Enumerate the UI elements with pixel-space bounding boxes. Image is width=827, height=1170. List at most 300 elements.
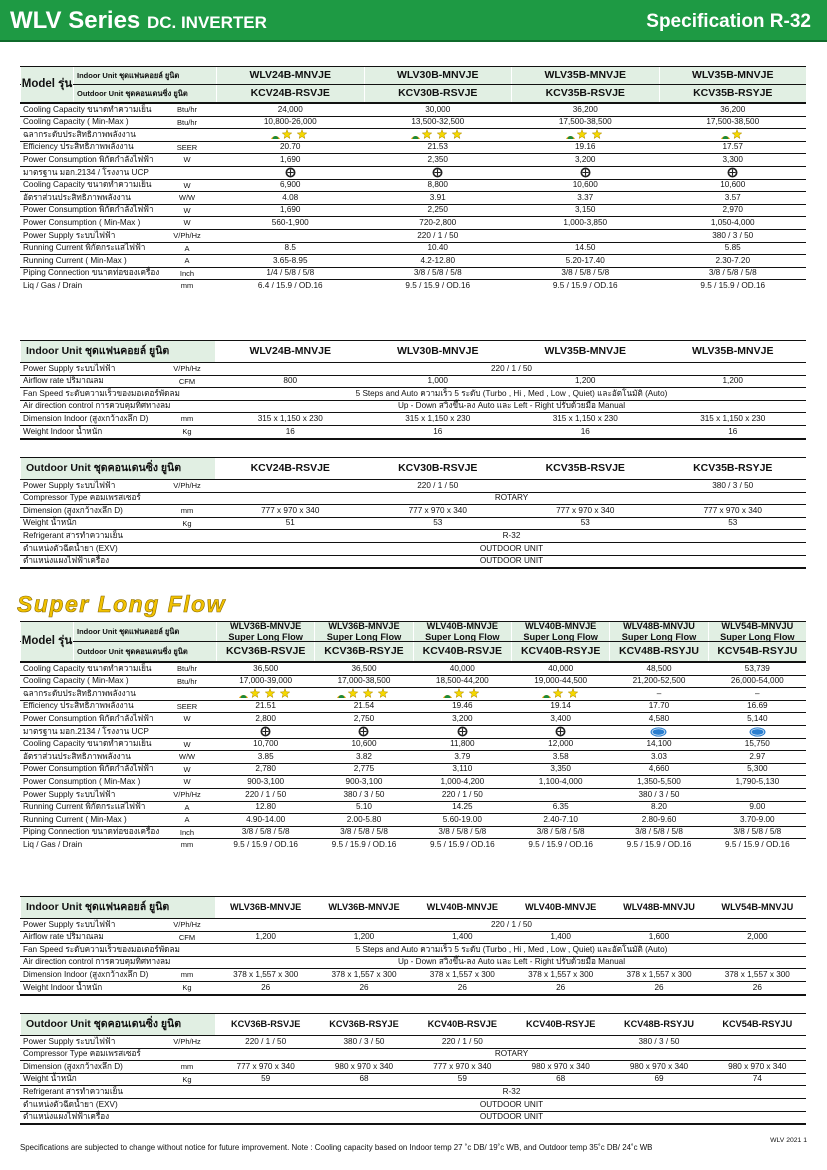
value-cell: 2,780: [255, 764, 276, 774]
indoor-model-name: [512, 622, 609, 641]
spec-row: [20, 982, 806, 994]
value-cell: 3.37: [577, 192, 594, 202]
indoor-model-code: WLV48B-MNVJU: [623, 620, 695, 631]
value-cell: 53: [433, 518, 443, 528]
row-unit: W: [183, 764, 191, 774]
model-name: KCV30B-RSVJE: [398, 462, 478, 475]
spec-row: [20, 1049, 806, 1061]
spec-row: [20, 713, 806, 725]
row-label: Running Current ( Min-Max ): [23, 255, 127, 265]
value-cell: 220 / 1 / 50: [491, 363, 532, 373]
value-cell: 5,140: [747, 714, 768, 724]
value-cell: 24,000: [277, 104, 303, 114]
spec-row: [20, 167, 806, 179]
value-cell: 560-1,900: [271, 218, 309, 228]
row-label: ตำแหน่งแผงไฟฟ้าเครื่อง: [23, 556, 110, 566]
spec-row: [20, 676, 806, 688]
outdoor-unit-label: Outdoor Unit ชุดคอนเดนซิ่ง ยูนิต: [74, 642, 216, 661]
value-cell: 380 / 3 / 50: [712, 480, 754, 490]
value-cell: 5 Steps and Auto ความเร็ว 5 ระดับ (Turbo , Hi , Med , Low , Quiet) และอัตโนมัติ (Auto): [355, 944, 668, 954]
spec-row: [20, 1036, 806, 1048]
value-cell: 21.51: [255, 701, 276, 711]
value-cell: –: [755, 688, 760, 698]
unit-section-title: Indoor Unit ชุดแฟนคอยล์ ยูนิต: [21, 341, 215, 362]
unit-header-row: [20, 341, 806, 362]
row-unit: SEER: [176, 142, 198, 152]
model-name: WLV24B-MNVJE: [249, 345, 331, 358]
value-cell: [660, 129, 807, 141]
value-cell: 3,200: [452, 714, 473, 724]
value-cell: 378 x 1,557 x 300: [528, 970, 594, 980]
spec-row: [20, 827, 806, 839]
value-cell: 380 / 3 / 50: [638, 789, 680, 799]
value-cell: 2,350: [427, 155, 448, 165]
model-name: KCV48B-RSYJU: [624, 1019, 694, 1030]
value-cell: 220 / 1 / 50: [245, 1036, 287, 1046]
value-cell: 2,775: [353, 764, 375, 774]
energy-label-2-star-icon: [442, 688, 482, 699]
indoor-unit-label: Indoor Unit ชุดแฟนคอยล์ ยูนิต: [74, 622, 216, 641]
row-unit: Btu/hr: [176, 676, 197, 686]
tis-standard-mark-icon: [432, 167, 443, 178]
value-cell: 315 x 1,150 x 230: [257, 414, 323, 424]
value-cell: 12,000: [548, 739, 574, 749]
value-cell: 1,690: [280, 155, 301, 165]
model-label: Model รุ่น: [21, 67, 73, 102]
value-cell: 3,110: [452, 764, 473, 774]
model-name: WLV48B-MNVJU: [623, 902, 695, 913]
row-unit: V/Ph/Hz: [173, 1037, 201, 1047]
value-cell: OUTDOOR UNIT: [479, 556, 544, 566]
value-cell: 10,600: [720, 180, 746, 190]
indoor-model-name: WLV24B-MNVJE: [217, 67, 364, 84]
tis-standard-mark-icon: [555, 726, 566, 737]
row-label: ฉลากระดับประสิทธิภาพพลังงาน: [23, 129, 136, 139]
value-cell: 5.10: [356, 802, 372, 812]
row-unit: mm: [180, 281, 194, 291]
value-cell: [315, 688, 412, 700]
row-unit: W: [183, 739, 191, 749]
value-cell: 2,750: [353, 714, 375, 724]
row-unit: mm: [180, 840, 194, 850]
value-cell: 53,739: [744, 663, 770, 673]
model-name: WLV36B-MNVJE: [328, 902, 400, 913]
row-unit: Inch: [179, 827, 195, 837]
row-unit: W: [183, 714, 191, 724]
value-cell: 378 x 1,557 x 300: [429, 970, 495, 980]
model-name: WLV30B-MNVJE: [397, 345, 479, 358]
value-cell: 16.69: [747, 701, 768, 711]
spec-row: [20, 543, 806, 555]
value-cell: 21.54: [353, 701, 375, 711]
model-series-tag: Super Long Flow: [621, 631, 697, 642]
row-unit: W: [183, 180, 191, 190]
spec-row: [20, 268, 806, 280]
indoor-unit-table-standard: [20, 340, 806, 440]
energy-label-2-star-icon: [270, 129, 310, 140]
value-cell: –: [656, 688, 662, 698]
value-cell: 1,790-5,130: [735, 777, 780, 787]
outdoor-model-name: KCV40B-RSYJE: [512, 642, 609, 661]
value-cell: 777 x 970 x 340: [433, 1061, 492, 1071]
value-cell: 14,100: [646, 739, 672, 749]
outdoor-model-name: KCV35B-RSYJE: [660, 85, 807, 102]
row-label: Piping Connection ขนาดท่อของเครื่อง: [23, 827, 160, 837]
value-cell: 3.03: [651, 751, 667, 761]
indoor-model-code: WLV36B-MNVJE: [328, 620, 400, 631]
model-name: WLV54B-MNVJU: [721, 902, 794, 913]
model-series-tag: Super Long Flow: [720, 631, 795, 642]
row-label: Cooling Capacity ( Min-Max ): [23, 117, 129, 127]
value-cell: [512, 726, 609, 738]
model-name: KCV24B-RSVJE: [250, 462, 330, 475]
value-cell: 8,800: [427, 180, 448, 190]
outdoor-model-name: KCV24B-RSVJE: [217, 85, 364, 102]
value-cell: 9.5 / 15.9 / OD.16: [331, 840, 397, 850]
spec-row: [20, 802, 806, 814]
value-cell: 10.40: [427, 243, 448, 253]
value-cell: 36,200: [720, 104, 746, 114]
value-cell: 777 x 970 x 340: [236, 1061, 295, 1071]
row-label: Dimension (สูงxกว้างxลึก D): [23, 505, 123, 515]
unit-section-title: Outdoor Unit ชุดคอนเดนซิ่ง ยูนิต: [21, 458, 215, 479]
row-unit: Kg: [182, 1074, 192, 1084]
value-cell: 315 x 1,150 x 230: [700, 414, 766, 424]
row-label: Cooling Capacity ขนาดทำความเย็น: [23, 663, 152, 673]
row-label: Efficiency ประสิทธิภาพพลังงาน: [23, 142, 134, 152]
row-label: Power Supply ระบบไฟฟ้า: [23, 789, 116, 799]
value-cell: [217, 129, 364, 141]
tis-standard-mark-icon: [727, 167, 738, 178]
value-cell: 48,500: [646, 663, 672, 673]
row-unit: V/Ph/Hz: [173, 231, 201, 241]
value-cell: 6,900: [280, 180, 301, 190]
row-label: Liq / Gas / Drain: [23, 281, 83, 291]
spec-row: [20, 388, 806, 400]
value-cell: 3.85: [257, 751, 274, 761]
model-row-outdoor: [20, 642, 806, 661]
row-label: Power Consumption พิกัดกำลังไฟฟ้า: [23, 764, 154, 774]
value-cell: 30,000: [425, 104, 451, 114]
row-unit: [159, 1049, 215, 1061]
model-name: WLV40B-MNVJE: [426, 902, 498, 913]
value-cell: 2.30-7.20: [715, 255, 751, 265]
indoor-model-code: WLV40B-MNVJE: [426, 620, 498, 631]
value-cell: 16: [580, 426, 590, 436]
row-unit: A: [184, 802, 190, 812]
value-cell: 9.5 / 15.9 / OD.16: [430, 840, 495, 850]
value-cell: 26: [261, 982, 271, 992]
value-cell: 380 / 3 / 50: [712, 230, 754, 240]
row-unit: A: [184, 815, 190, 825]
value-cell: 9.5 / 15.9 / OD.16: [405, 281, 471, 291]
value-cell: [365, 129, 512, 141]
value-cell: 980 x 970 x 340: [629, 1061, 689, 1071]
value-cell: 19.46: [452, 701, 473, 711]
value-cell: 16: [285, 426, 295, 436]
row-label: Weight Indoor น้ำหนัก: [23, 426, 103, 436]
tis-standard-mark-icon: [580, 167, 591, 178]
value-cell: 378 x 1,557 x 300: [724, 970, 790, 980]
row-label: Running Current พิกัดกระแสไฟฟ้า: [23, 243, 146, 253]
value-cell: 8.5: [284, 243, 296, 253]
spec-row: [20, 154, 806, 166]
value-cell: 777 x 970 x 340: [703, 505, 762, 515]
row-unit: V/Ph/Hz: [173, 790, 201, 800]
model-series-tag: Super Long Flow: [326, 631, 402, 642]
value-cell: 26: [556, 982, 566, 992]
row-label: มาตรฐาน มอก.2134 / โรงงาน UCP: [23, 726, 149, 736]
series-title: WLV Series DC. INVERTER: [10, 7, 267, 34]
model-series-tag: Super Long Flow: [228, 631, 303, 642]
value-cell: [512, 129, 659, 141]
spec-row: [20, 142, 806, 154]
outdoor-model-name: KCV54B-RSYJU: [709, 642, 806, 661]
spec-row: [20, 376, 806, 388]
indoor-model-name: [414, 622, 511, 641]
value-cell: 36,500: [351, 663, 377, 673]
unit-header-row: [20, 897, 806, 918]
row-unit: Btu/hr: [176, 105, 197, 115]
spec-row: [20, 230, 806, 242]
indoor-model-name: [217, 622, 314, 641]
spec-row: [20, 243, 806, 255]
row-unit: SEER: [176, 701, 198, 711]
model-row-indoor: [20, 622, 806, 641]
value-cell: 74: [752, 1074, 762, 1084]
value-cell: 9.5 / 15.9 / OD.16: [552, 281, 618, 291]
indoor-unit-label: Indoor Unit ชุดแฟนคอยล์ ยูนิต: [74, 67, 216, 84]
value-cell: 900-3,100: [345, 777, 383, 787]
spec-row: [20, 104, 806, 116]
indoor-model-name: [610, 622, 707, 641]
row-unit: [159, 726, 215, 738]
row-label: ตำแหน่งตัวฉีดน้ำยา (EXV): [23, 543, 118, 553]
tis-standard-mark-icon: [457, 726, 468, 737]
value-cell: 4.08: [282, 192, 299, 202]
value-cell: 5 Steps and Auto ความเร็ว 5 ระดับ (Turbo , Hi , Med , Low , Quiet) และอัตโนมัติ (Auto): [355, 388, 668, 398]
spec-row: [20, 117, 806, 129]
value-cell: 3/8 / 5/8 / 5/8: [536, 827, 585, 837]
spec-row: [20, 919, 806, 931]
value-cell: 16: [728, 426, 738, 436]
value-cell: [217, 726, 314, 738]
value-cell: 26,000-54,000: [730, 676, 784, 686]
value-cell: 8.20: [651, 802, 667, 812]
value-cell: 26: [359, 982, 369, 992]
spec-row: [20, 688, 806, 700]
value-cell: 220 / 1 / 50: [417, 230, 459, 240]
row-unit: W/W: [178, 752, 196, 762]
spec-row: [20, 789, 806, 801]
row-unit: W/W: [178, 193, 196, 203]
value-cell: 1,000-3,850: [563, 218, 608, 228]
spec-row: [20, 401, 806, 413]
value-cell: 9.5 / 15.9 / OD.16: [233, 840, 298, 850]
row-label: ตำแหน่งตัวฉีดน้ำยา (EXV): [23, 1099, 118, 1109]
spec-table-super-long-flow: [20, 621, 806, 851]
outdoor-unit-label: Outdoor Unit ชุดคอนเดนซิ่ง ยูนิต: [74, 85, 216, 102]
value-cell: 3/8 / 5/8 / 5/8: [708, 268, 757, 278]
value-cell: 5.60-19.00: [442, 814, 482, 824]
value-cell: 378 x 1,557 x 300: [331, 970, 397, 980]
row-unit: V/Ph/Hz: [173, 920, 201, 930]
value-cell: 1,000-4,200: [440, 777, 485, 787]
model-name: KCV40B-RSYJE: [525, 1019, 596, 1030]
value-cell: [217, 688, 314, 700]
value-cell: 3,400: [550, 714, 571, 724]
row-label: Power Supply ระบบไฟฟ้า: [23, 480, 116, 490]
value-cell: 10,600: [351, 739, 377, 749]
value-cell: 68: [556, 1074, 566, 1084]
row-label: อัตราส่วนประสิทธิภาพพลังงาน: [23, 751, 131, 761]
spec-row: [20, 505, 806, 517]
value-cell: 14.50: [575, 243, 596, 253]
row-unit: [159, 957, 215, 969]
row-unit: Inch: [179, 268, 195, 278]
value-cell: 1,200: [353, 932, 375, 942]
row-label: Compressor Type คอมเพรสเซอร์: [23, 1049, 141, 1059]
row-label: Dimension Indoor (สูงxกว้างxลึก D): [23, 970, 149, 980]
indoor-unit-table-super-long-flow: [20, 896, 806, 996]
document-code: WLV 2021 1: [770, 1137, 807, 1144]
row-label: Dimension Indoor (สูงxกว้างxลึก D): [23, 414, 149, 424]
value-cell: 9.5 / 15.9 / OD.16: [528, 840, 593, 850]
spec-row: [20, 480, 806, 492]
ucp-factory-mark-icon: [650, 727, 667, 737]
value-cell: 2,000: [747, 932, 768, 942]
value-cell: 1,200: [722, 376, 743, 386]
value-cell: 4,580: [648, 714, 670, 724]
value-cell: 69: [654, 1074, 664, 1084]
model-name: WLV36B-MNVJE: [230, 902, 302, 913]
spec-row: [20, 1086, 806, 1098]
spec-row: [20, 1074, 806, 1086]
value-cell: 3.58: [552, 751, 569, 761]
value-cell: 6.4 / 15.9 / OD.16: [257, 281, 323, 291]
energy-label-3-star-icon: [336, 688, 391, 699]
value-cell: 1,400: [550, 932, 571, 942]
value-cell: 315 x 1,150 x 230: [405, 414, 471, 424]
value-cell: 777 x 970 x 340: [556, 505, 615, 515]
spec-row: [20, 751, 806, 763]
row-label: Cooling Capacity ขนาดทำความเย็น: [23, 739, 152, 749]
value-cell: 16: [433, 426, 443, 436]
spec-row: [20, 701, 806, 713]
row-unit: V/Ph/Hz: [173, 481, 201, 491]
row-label: Cooling Capacity ( Min-Max ): [23, 676, 129, 686]
model-name: KCV40B-RSVJE: [427, 1019, 498, 1030]
spec-row: [20, 426, 806, 438]
model-name: WLV35B-MNVJE: [692, 345, 774, 358]
value-cell: 5,300: [747, 764, 768, 774]
row-unit: CFM: [178, 932, 196, 942]
value-cell: 2.80-9.60: [641, 814, 677, 824]
row-unit: [159, 388, 215, 400]
spec-row: [20, 663, 806, 675]
row-label: Airflow rate ปริมาณลม: [23, 932, 104, 942]
spec-row: [20, 180, 806, 192]
row-unit: [159, 167, 215, 179]
footnote: Specifications are subjected to change without notice for future improvement. Note : Cooling capacity based on Indoor temp 27 ˚c DB/ 19˚c WB, and Outdoor temp 35˚c DB/ 24˚c WB: [20, 1143, 653, 1152]
value-cell: 220 / 1 / 50: [491, 919, 532, 929]
row-label: Airflow rate ปริมาณลม: [23, 376, 104, 386]
value-cell: [512, 167, 659, 179]
outdoor-model-name: KCV36B-RSYJE: [315, 642, 412, 661]
value-cell: 59: [261, 1074, 271, 1084]
value-cell: 1,600: [648, 932, 670, 942]
value-cell: 1,350-5,500: [637, 777, 681, 787]
row-label: Power Supply ระบบไฟฟ้า: [23, 1036, 116, 1046]
value-cell: 14.25: [452, 802, 473, 812]
value-cell: 53: [580, 518, 590, 528]
value-cell: 3/8 / 5/8 / 5/8: [733, 827, 782, 837]
super-long-flow-banner: [14, 590, 284, 620]
value-cell: 9.5 / 15.9 / OD.16: [626, 840, 692, 850]
value-cell: 26: [752, 982, 762, 992]
row-label: Air direction control การควบคุมทิศทางลม: [23, 401, 171, 411]
spec-row: [20, 280, 806, 292]
value-cell: OUTDOOR UNIT: [479, 1112, 544, 1122]
model-row-indoor: [20, 67, 806, 84]
value-cell: 19,000-44,500: [534, 676, 588, 686]
model-series-tag: Super Long Flow: [425, 631, 500, 642]
row-unit: [159, 401, 215, 413]
value-cell: 3/8 / 5/8 / 5/8: [241, 827, 290, 837]
value-cell: [315, 726, 412, 738]
row-unit: [159, 129, 215, 141]
value-cell: 220 / 1 / 50: [417, 480, 459, 490]
value-cell: 1,690: [280, 205, 301, 215]
value-cell: 3.91: [429, 192, 446, 202]
model-name: WLV40B-MNVJE: [525, 902, 597, 913]
value-cell: [512, 688, 609, 700]
value-cell: 59: [457, 1074, 467, 1084]
row-label: Refrigerant สารทำความเย็น: [23, 1087, 124, 1097]
row-label: Power Consumption ( Min-Max ): [23, 218, 141, 228]
value-cell: 3/8 / 5/8 / 5/8: [413, 268, 462, 278]
value-cell: 19.14: [550, 701, 571, 711]
value-cell: 380 / 3 / 50: [638, 1036, 680, 1046]
value-cell: 720-2,800: [419, 218, 457, 228]
value-cell: 20.70: [280, 142, 301, 152]
value-cell: 17.57: [722, 142, 743, 152]
outdoor-unit-table-super-long-flow: [20, 1013, 806, 1125]
value-cell: 51: [285, 518, 295, 528]
row-unit: Btu/hr: [176, 664, 197, 674]
row-label: Running Current ( Min-Max ): [23, 814, 127, 824]
value-cell: ROTARY: [494, 1049, 529, 1059]
value-cell: 36,200: [572, 104, 598, 114]
value-cell: 53: [728, 518, 738, 528]
value-cell: 3/8 / 5/8 / 5/8: [561, 268, 610, 278]
value-cell: 1,200: [575, 376, 596, 386]
value-cell: OUTDOOR UNIT: [479, 543, 544, 553]
value-cell: 68: [359, 1074, 369, 1084]
spec-row: [20, 1061, 806, 1073]
model-series-tag: Super Long Flow: [523, 631, 598, 642]
value-cell: 3,300: [722, 155, 743, 165]
value-cell: 9.5 / 15.9 / OD.16: [700, 281, 766, 291]
row-unit: W: [183, 155, 191, 165]
value-cell: [414, 726, 511, 738]
value-cell: 2,250: [427, 205, 448, 215]
row-label: Fan Speed ระดับความเร็วของมอเตอร์พัดลม: [23, 944, 180, 954]
tis-standard-mark-icon: [358, 726, 369, 737]
row-label: Power Consumption ( Min-Max ): [23, 777, 141, 787]
value-cell: 12.80: [255, 802, 276, 812]
value-cell: [660, 167, 807, 179]
